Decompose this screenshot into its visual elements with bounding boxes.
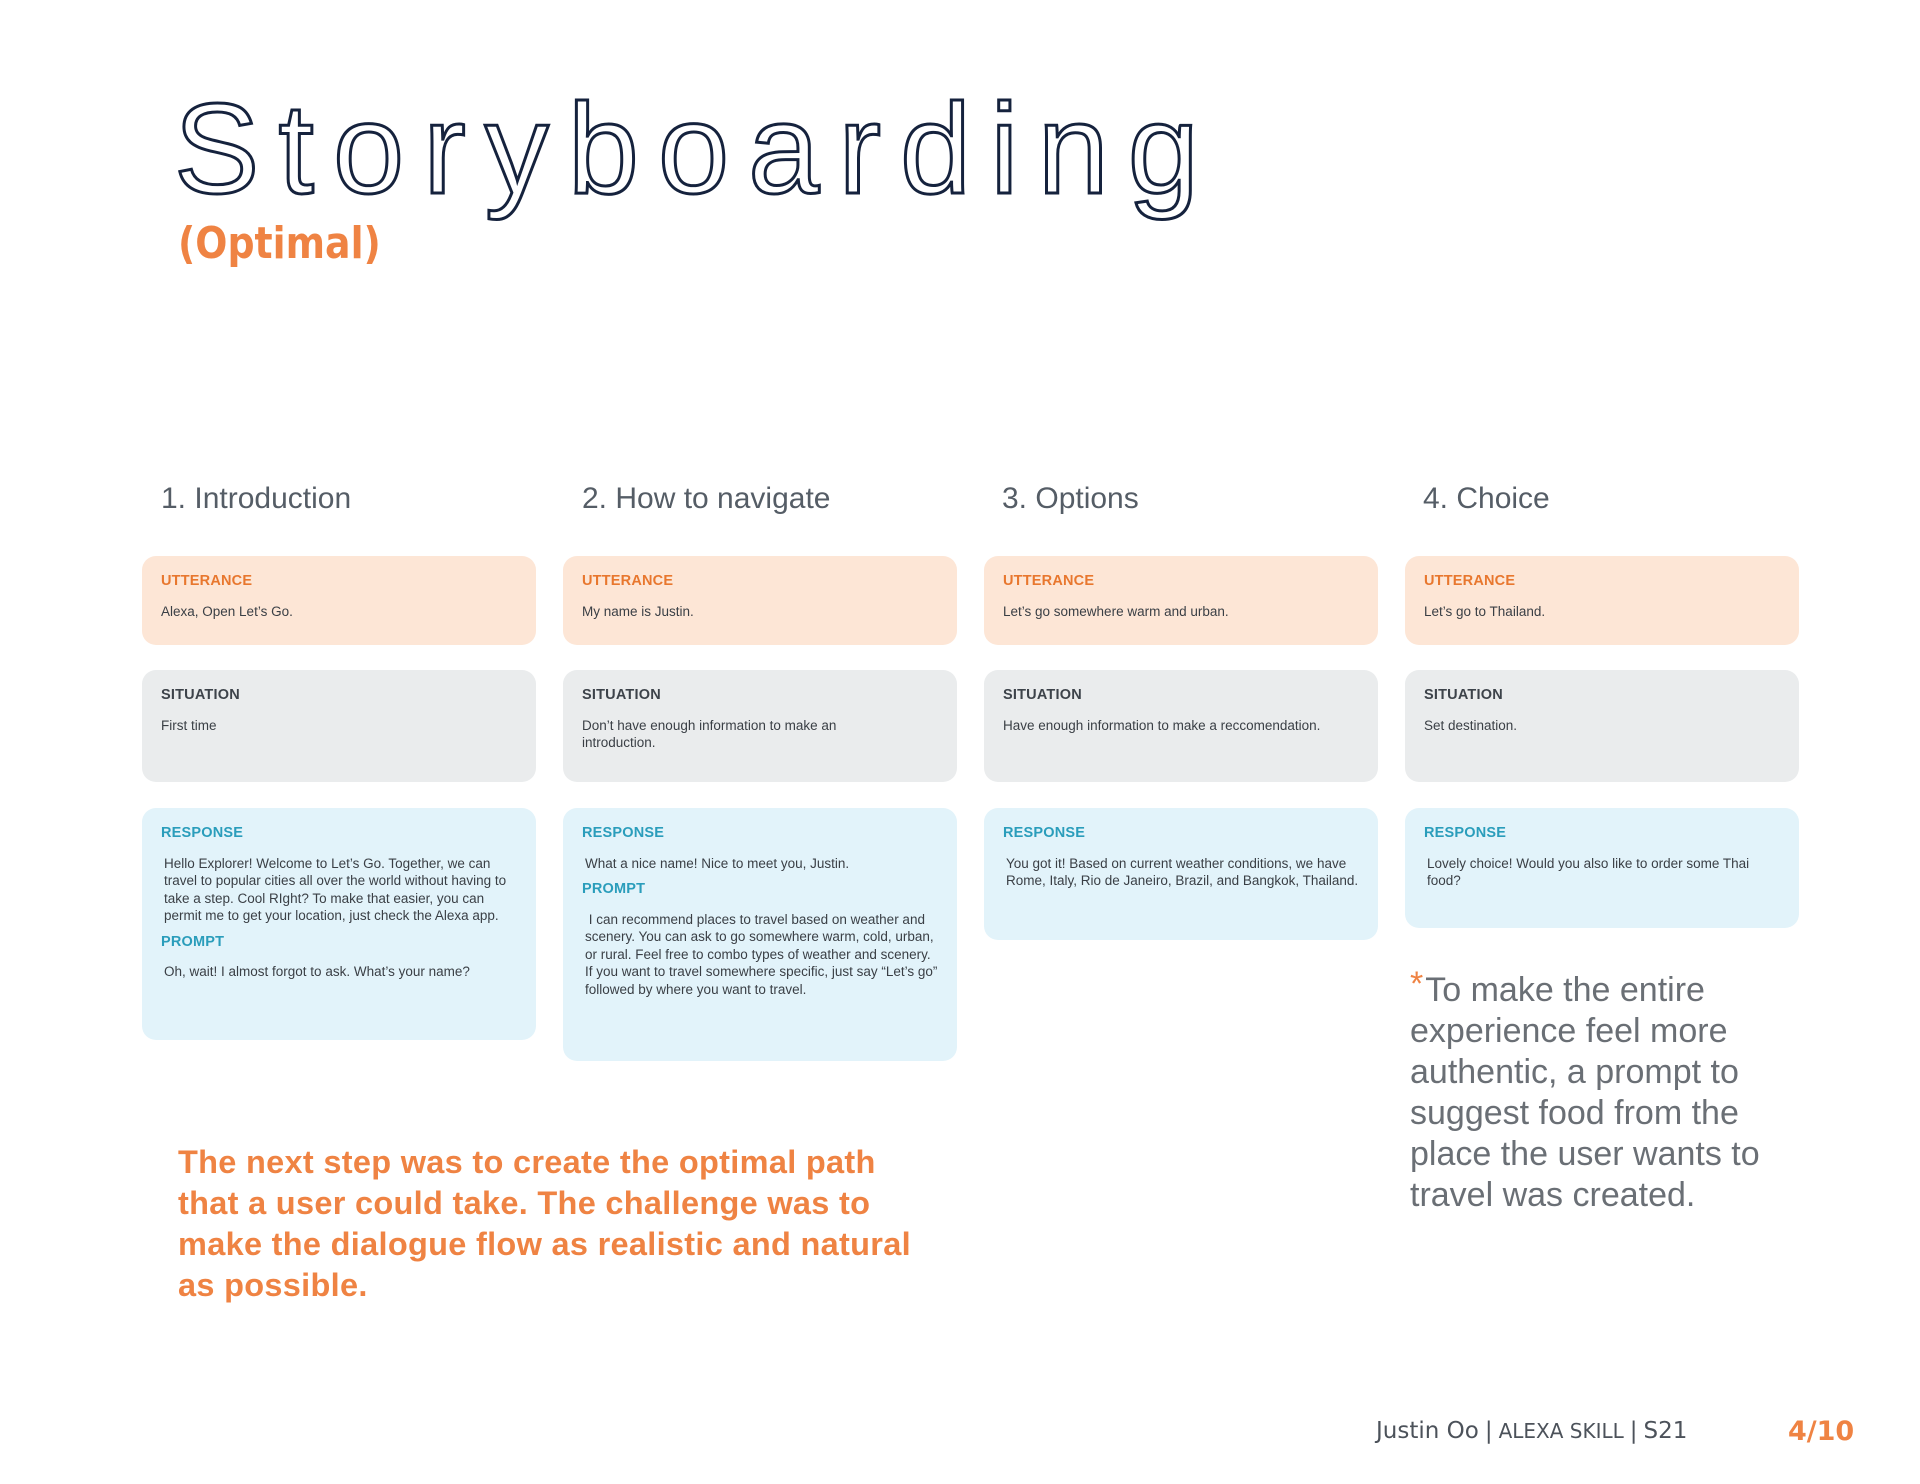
footer-separator: | bbox=[1484, 1418, 1493, 1444]
response-text: Hello Explorer! Welcome to Let’s Go. Together, we can travel to popular cities all over the world without having to take a step. Cool RIght? To make that easier, you can permit me to get your location, just check the Alexa app. bbox=[164, 855, 507, 923]
footer-separator: | bbox=[1629, 1418, 1638, 1444]
situation-text: Don’t have enough information to make an introduction. bbox=[582, 717, 837, 750]
situation-card bbox=[1405, 670, 1799, 782]
page-title: Storyboarding bbox=[174, 78, 1218, 221]
response-text: You got it! Based on current weather conditions, we have Rome, Italy, Rio de Janeiro, Brazil, and Bangkok, Thailand. bbox=[1006, 855, 1359, 888]
utterance-label: UTTERANCE bbox=[1003, 573, 1095, 589]
situation-label: SITUATION bbox=[161, 687, 240, 703]
footer-author: Justin Oo bbox=[1376, 1418, 1479, 1444]
response-card bbox=[142, 808, 536, 1040]
column-heading-options: 3. Options bbox=[1002, 482, 1139, 515]
prompt-text: I can recommend places to travel based on weather and scenery. You can ask to go somewhere warm, cold, urban, or rural. Feel free to combo types of weather and scenery. If you want to travel somewhere specific, just say “Let’s go” followed by where you want to travel. bbox=[585, 911, 942, 997]
utterance-label: UTTERANCE bbox=[582, 573, 674, 589]
column-heading-choice: 4. Choice bbox=[1423, 482, 1550, 515]
situation-label: SITUATION bbox=[1003, 687, 1082, 703]
prompt-text: Oh, wait! I almost forgot to ask. What’s your name? bbox=[164, 964, 470, 979]
utterance-card bbox=[1405, 556, 1799, 645]
side-note-text: To make the entire experience feel more authentic, a prompt to suggest food from the place the user wants to travel was created. bbox=[1410, 971, 1760, 1214]
footer-term: S21 bbox=[1643, 1418, 1688, 1444]
side-note bbox=[1410, 964, 1810, 1216]
utterance-text: Let’s go to Thailand. bbox=[1424, 603, 1546, 619]
response-label: RESPONSE bbox=[1003, 825, 1086, 841]
footer-project: ALEXA SKILL bbox=[1498, 1419, 1624, 1443]
situation-text: First time bbox=[161, 717, 217, 733]
utterance-text: My name is Justin. bbox=[582, 603, 694, 619]
situation-card bbox=[142, 670, 536, 782]
situation-card bbox=[563, 670, 957, 782]
situation-text: Set destination. bbox=[1424, 717, 1518, 733]
utterance-text: Let’s go somewhere warm and urban. bbox=[1003, 603, 1229, 619]
prompt-label: PROMPT bbox=[161, 933, 225, 950]
page-number: 4/10 bbox=[1788, 1416, 1855, 1447]
situation-label: SITUATION bbox=[582, 687, 661, 703]
response-label: RESPONSE bbox=[582, 825, 665, 841]
page-subtitle: (Optimal) bbox=[178, 218, 381, 269]
response-card bbox=[984, 808, 1378, 940]
column-heading-introduction: 1. Introduction bbox=[161, 482, 352, 515]
asterisk-mark: * bbox=[1410, 965, 1424, 1003]
utterance-label: UTTERANCE bbox=[1424, 573, 1516, 589]
utterance-text: Alexa, Open Let’s Go. bbox=[161, 603, 293, 619]
response-text: What a nice name! Nice to meet you, Justin. bbox=[585, 855, 850, 871]
summary-text: The next step was to create the optimal path that a user could take. The challenge was to make the dialogue flow as realistic and natural as possible. bbox=[178, 1144, 911, 1303]
response-card bbox=[563, 808, 957, 1061]
utterance-card bbox=[984, 556, 1378, 645]
footer-credit bbox=[1376, 1420, 1687, 1443]
utterance-card bbox=[142, 556, 536, 645]
response-label: RESPONSE bbox=[161, 825, 244, 841]
prompt-label: PROMPT bbox=[582, 881, 646, 897]
situation-text: Have enough information to make a reccomendation. bbox=[1003, 717, 1321, 733]
response-text: Lovely choice! Would you also like to order some Thai food? bbox=[1427, 855, 1750, 888]
situation-label: SITUATION bbox=[1424, 687, 1503, 703]
column-heading-how-to-navigate: 2. How to navigate bbox=[582, 482, 831, 515]
response-card bbox=[1405, 808, 1799, 928]
situation-card bbox=[984, 670, 1378, 782]
utterance-label: UTTERANCE bbox=[161, 573, 253, 589]
utterance-card bbox=[563, 556, 957, 645]
response-label: RESPONSE bbox=[1424, 825, 1507, 841]
